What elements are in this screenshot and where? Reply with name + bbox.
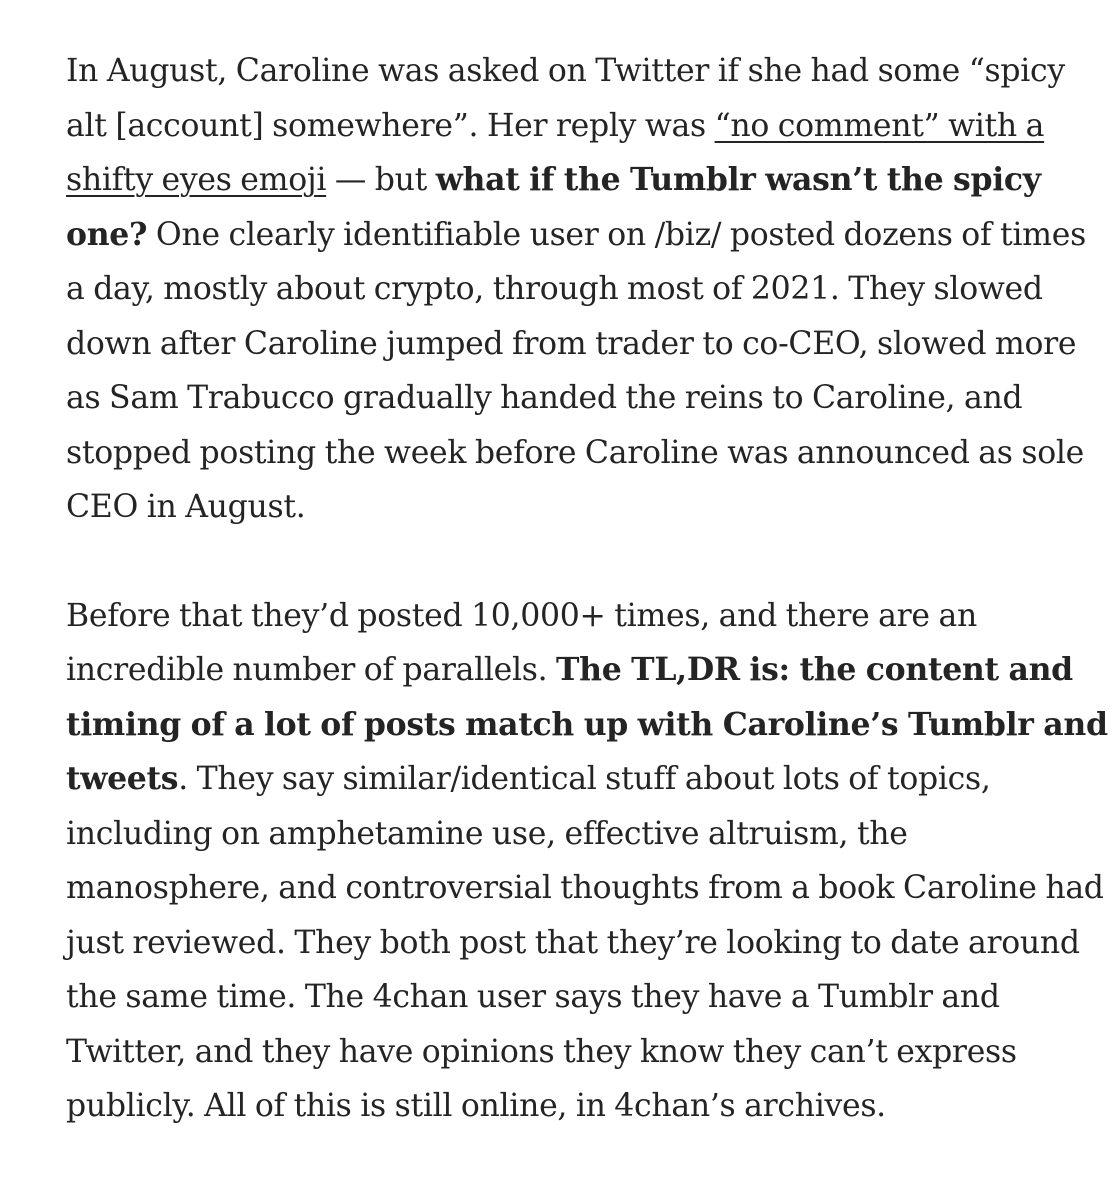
paragraph-1-bold-question: what if the Tumblr wasn’t the spicy one? (66, 161, 1041, 253)
paragraph-1-text-2: — but (326, 162, 436, 198)
paragraph-1 (66, 44, 1111, 535)
paragraph-2-bold-tldr: The TL,DR is: the content and timing of a lot of posts match up with Caroline’s Tumblr and tweets (66, 651, 1108, 797)
article-body (66, 44, 1111, 1134)
paragraph-2-text-2: . They say similar/identical stuff about lots of topics, including on amphetamine use, effective altruism, the manosphere, and controversial thoughts from a book Caroline had just reviewed. They both post that they’re looking to date around the same time. The 4chan user says they have a Tumblr and Twitter, and they have opinions they know they can’t express publicly. All of this is still online, in 4chan’s archives. (66, 761, 1104, 1124)
paragraph-2 (66, 589, 1111, 1134)
no-comment-tweet-link[interactable]: “no comment” with a shifty eyes emoji (66, 107, 1045, 198)
paragraph-2-text-1: Before that they’d posted 10,000+ times, and there are an incredible number of parallels. (66, 597, 977, 688)
paragraph-1-text-1: In August, Caroline was asked on Twitter if she had some “spicy alt [account] somewhere”. Her reply was (66, 53, 1065, 144)
paragraph-1-text-3: One clearly identifiable user on /biz/ posted dozens of times a day, mostly about crypto, through most of 2021. They slowed down after Caroline jumped from trader to co-CEO, slowed more as Sam Trabucco gradually handed the reins to Caroline, and stopped posting the week before Caroline was announced as sole CEO in August. (66, 216, 1086, 525)
